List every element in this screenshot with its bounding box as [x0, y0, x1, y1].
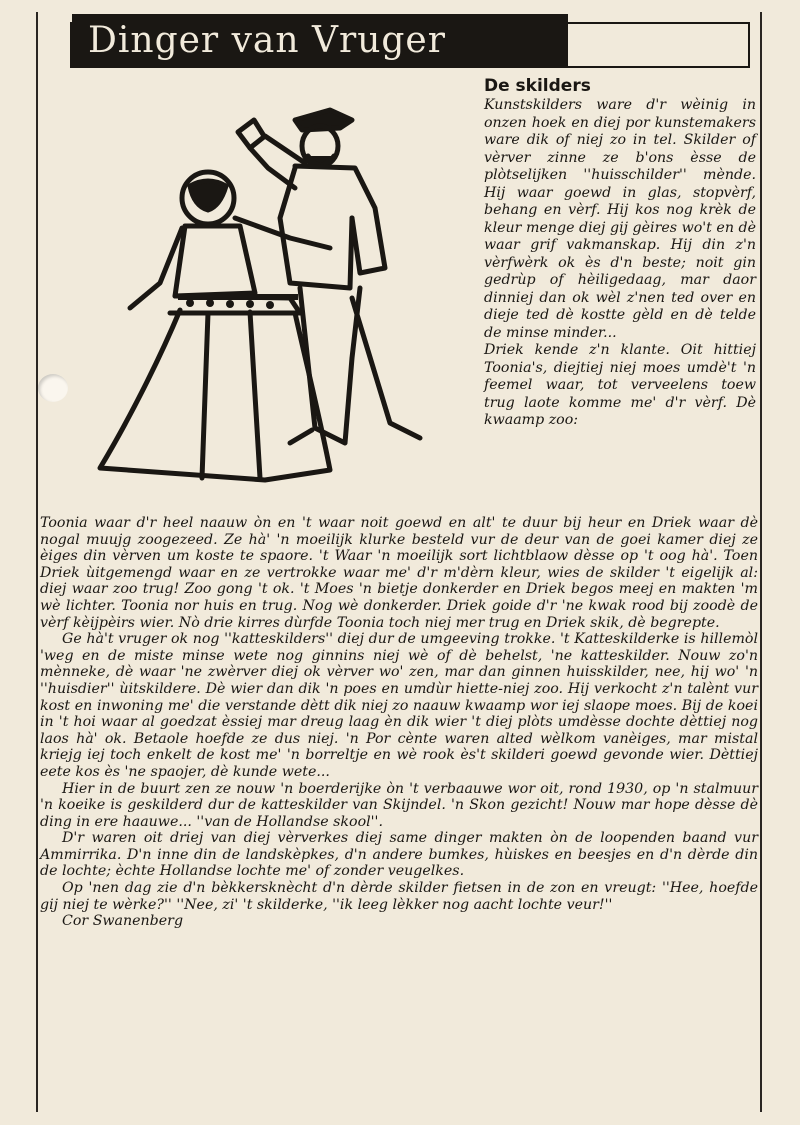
article-paragraph: Driek kende z'n klante. Oit hittiej Toonia's, diejtiej niej moes umdè't 'n feemel waar, tot verveelens toew trug laote komme me' d'r vèrf. Dè kwaamp zoo:: [484, 342, 756, 428]
article-paragraph: Hier in de buurt zen ze nouw 'n boerderijke òn 't verbaauwe wor oit, rond 1930, op 'n stalmuur 'n koeike is geskilderd dur de katteskilder van Skijndel. 'n Skon gezicht! Nouw mar hope dèsse dè ding in ere haauwe... ''van de Hollandse skool''.: [40, 780, 758, 830]
page-edge: [0, 300, 37, 550]
article-paragraph: Toonia waar d'r heel naauw òn en 't waar noit goewd en alt' te duur bij heur en Driek waar dè nogal muujg zoogezeed. Ze hà' 'n moeilijk klurke besteld vur de deur van de goei kamer diej ze èiges din vèrven um koste te spaore. 't Waar 'n moeilijk sort lichtblaow dèsse op 't oog hà'. Toen Driek ùitgemengd waar en ze vertrokke waar me' d'r m'dèrn kleur, wies de skilder 't eigelijk al: diej waar zoo trug! Zoo gong 't ok. 't Moes 'n bietje donkerder en Driek begos meej en makten 'm wè lichter. Toonia nor huis en trug. Nog wè donkerder. Driek goide d'r 'ne kwak rood bij zoodè de vèrf kèijpèirs wier. Nò drie kirres dùrfde Toonia toch niej mer trug en Driek skik, dè begrepte.: [40, 515, 758, 631]
article-column-right: [484, 76, 756, 430]
article-paragraph: D'r waren oit driej van diej vèrverkes diej same dinger makten òn de loopenden baand vur Ammirrika. D'n inne din de landskèpkes, d'n andere bumkes, hùiskes en beesjes en d'n dèrde din de lochte; èchte Hollandse lochte me' of zonder veugelkes.: [40, 830, 758, 880]
punch-hole: [38, 374, 68, 402]
dancing-couple-drawing-icon: [90, 98, 430, 493]
article-paragraph: Kunstskilders ware d'r wèinig in onzen hoek en diej por kunstemakers ware dik of niej zo in tel. Skilder of vèrver zinne ze b'ons èsse de plòtselijken ''huisschilder'' mènde. Hij waar goewd in glas, stopvèrf, behang en vèrf. Hij kos nog krèk de kleur menge diej gij gèires wo't en dè waar grif vakmanskap. Hij din z'n vèrfwèrk ok ès d'n beste; noit gin gedrùp of hèiligedaag, mar daor dinniej dan ok wèl z'nen ted over en dieje ted dè kostte gèld en dè telde de minse minder...: [484, 97, 756, 341]
article-paragraph: Ge hà't vruger ok nog ''katteskilders'' diej dur de umgeeving trokke. 't Katteskilderke is hillemòl 'weg en de miste minse wete nog ginnins niej wè of dè behelst, 'ne katteskilder. Nouw zo'n mènneke, dè waar 'ne zwèrver diej ok vèrver wo' zen, mar dan ginnen huisskilder, nee, hij wo' 'n ''huisdier'' ùitskildere. Dè wier dan dik 'n poes en umdùr hiette-niej zoo. Hij verkocht z'n talènt vur kost en inwoning me' die verstande dètt dik niej zo naauw kwaamp wor iej slaope moes. Bij de koei in 't hoi waar al goedzat èssiej mar dreug laag èn dik wier 't diej plòts umdèsse dochte dèttiej nog laos hà' ok. Betaole hoefde ze dus niej. 'n Por cènte waren alted wèlkom vanèiges, mar mistal kriejg iej toch enkelt de kost me' 'n borreltje en wè rook ès't skilderi goewd gevonde wier. Dèttiej eete kos ès 'ne spaojer, dè kunde wete...: [40, 631, 758, 780]
article-body: [40, 515, 758, 930]
article-paragraph: Op 'nen dag zie d'n bèkkersknècht d'n dèrde skilder fietsen in de zon en vreugt: ''Hee, hoefde gij niej te wèrke?'' ''Nee, zi' 't skilderke, ''ik leeg lèkker nog aacht lochte veur!'': [40, 880, 758, 913]
article-title: De skilders: [484, 76, 591, 96]
author-signature: Cor Swanenberg: [62, 913, 184, 930]
masthead-title: Dinger van Vruger: [72, 14, 568, 66]
